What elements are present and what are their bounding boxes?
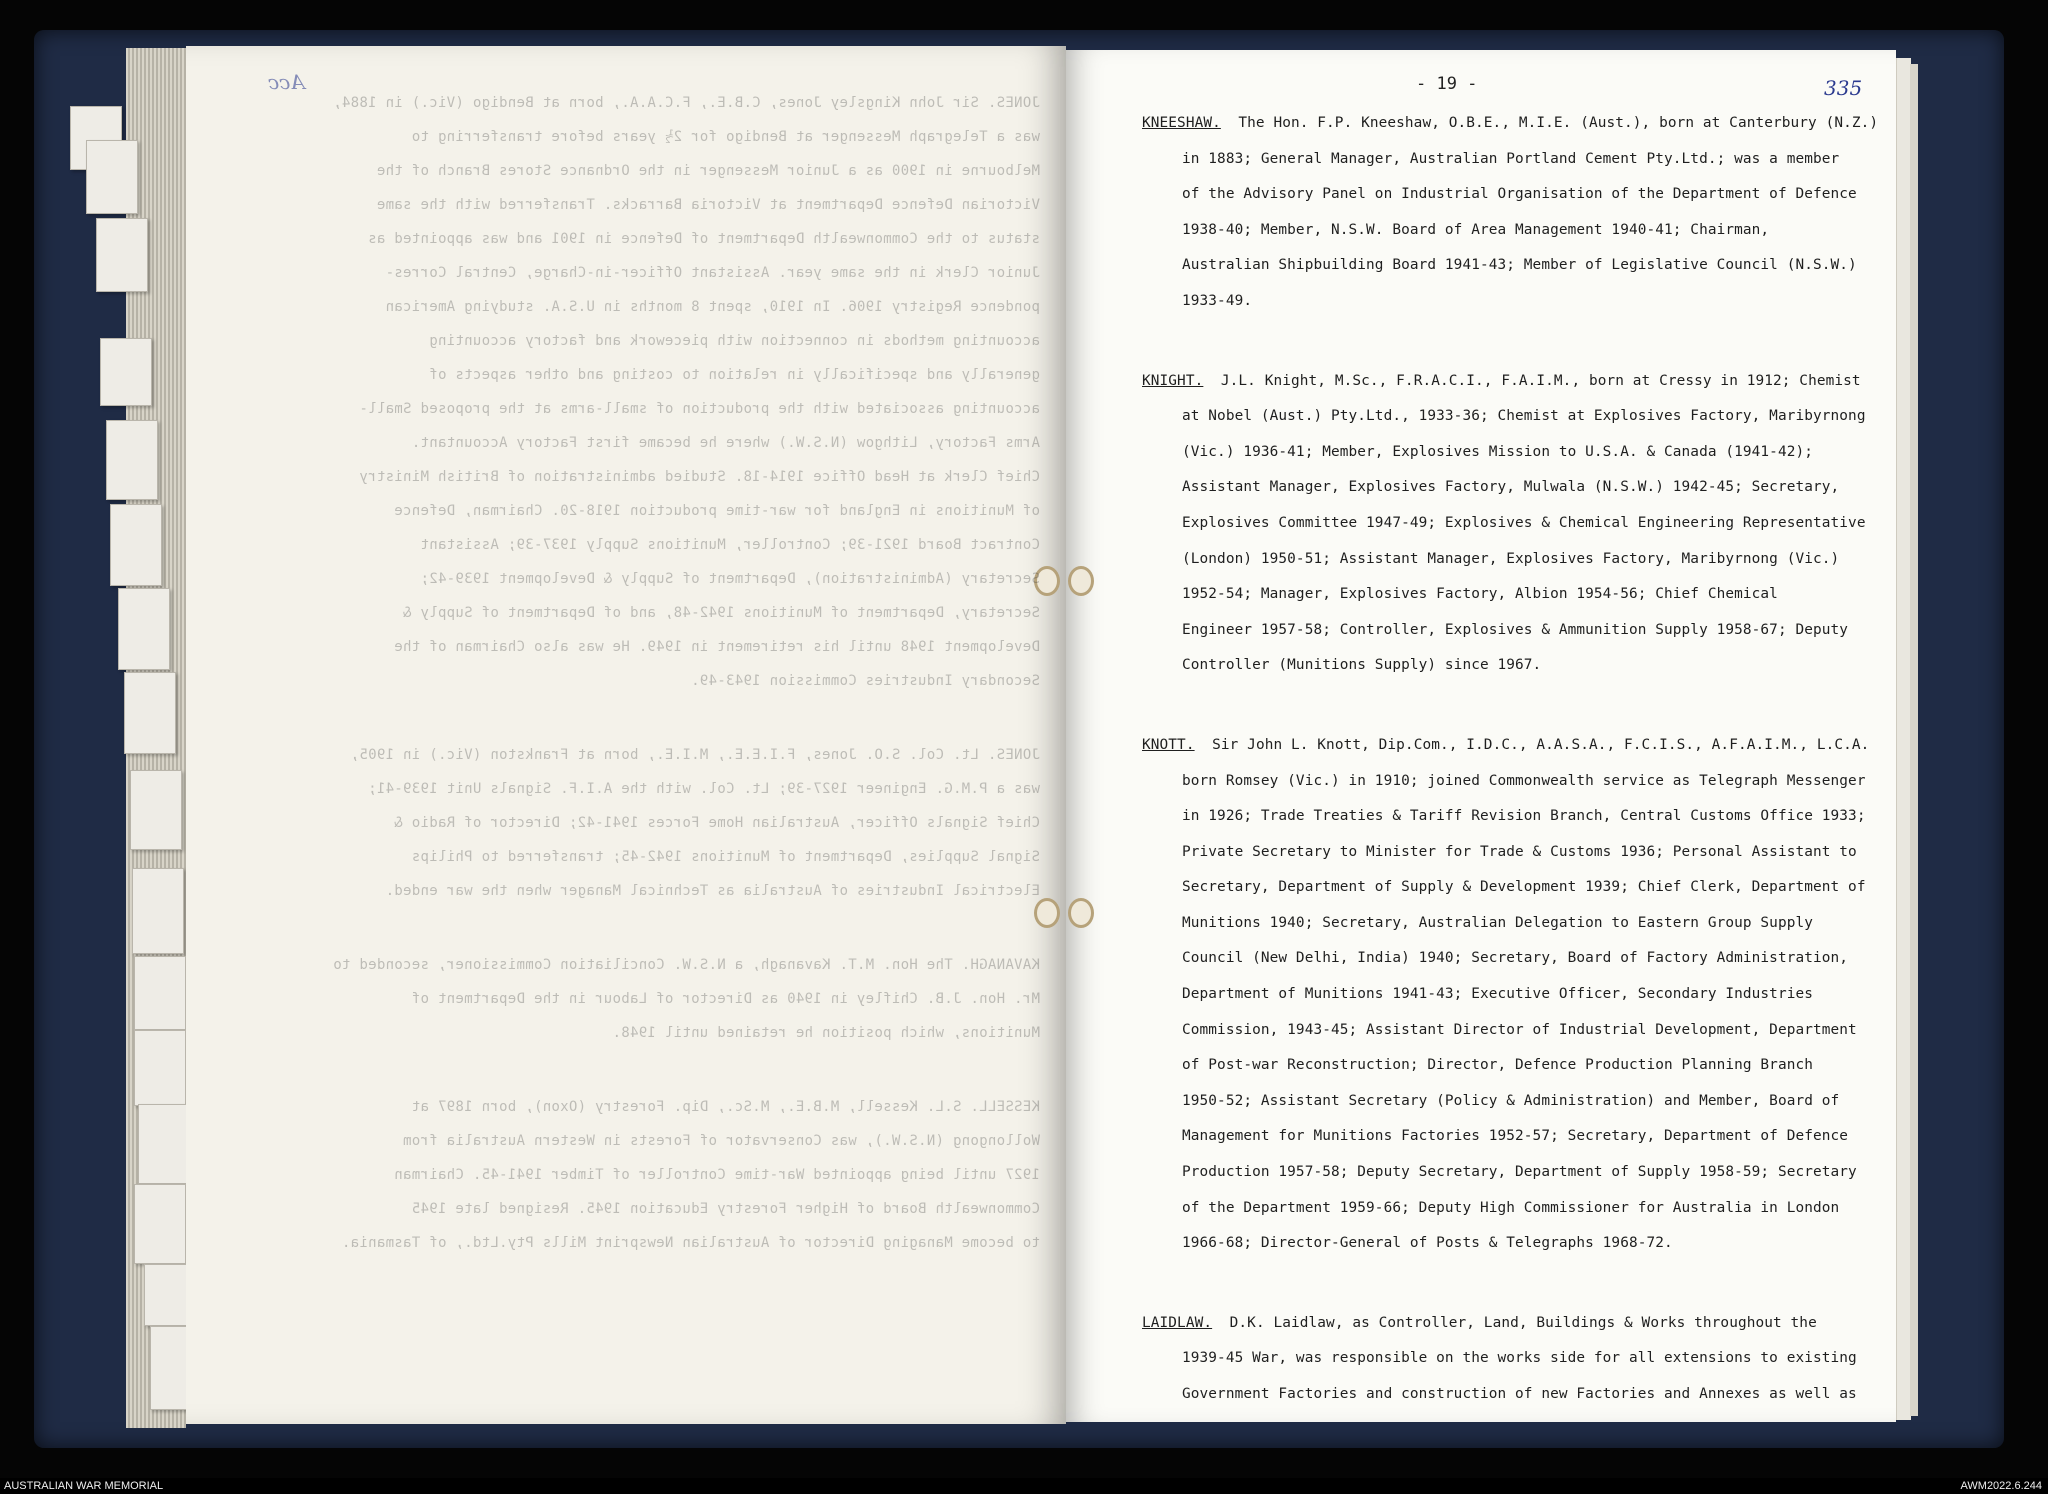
ghost-line: Secretary (Administration), Department of Supply & Development 1939-42;: [420, 571, 1040, 587]
entry-surname: KNOTT.: [1142, 736, 1195, 753]
ghost-line: generally and specifically in relation to costing and other aspects of: [428, 367, 1040, 383]
footer-institution: AUSTRALIAN WAR MEMORIAL: [4, 1480, 164, 1492]
left-handwritten-folio: Acc: [268, 70, 305, 94]
entry-line-text: J.L. Knight, M.Sc., F.R.A.C.I., F.A.I.M., born at Cressy in 1912; Chemist: [1220, 372, 1861, 389]
ghost-paragraph-kessell: [240, 1090, 1040, 1260]
ghost-line: Contract Board 1921-39; Controller, Munitions Supply 1937-39; Assistant: [420, 537, 1040, 553]
entry-line: born Romsey (Vic.) in 1910; joined Commonwealth service as Telegraph Messenger: [1182, 772, 1866, 789]
ghost-line: Munitions, which position he retained until 1948.: [612, 1025, 1040, 1041]
index-tab: [134, 1030, 186, 1106]
entry-laidlaw: [1142, 1306, 1892, 1413]
ghost-line: of Munitions in England for war-time production 1918-20. Chairman, Defence: [394, 503, 1040, 519]
entry-line: 1939-45 War, was responsible on the works side for all extensions to existing: [1182, 1350, 1857, 1367]
entry-first-line: [1142, 1306, 1892, 1342]
ghost-line: Chief Clerk at Head Office 1914-18. Studied administration of British Ministry: [359, 469, 1040, 485]
footer-accession-number: AWM2022.6.244: [1960, 1480, 2042, 1492]
ghost-line: accounting methods in connection with piecework and factory accounting: [428, 333, 1040, 349]
ghost-line: to become Managing Director of Australian Newsprint Mills Pty.Ltd., of Tasmania.: [341, 1235, 1040, 1251]
entry-line: Explosives Committee 1947-49; Explosives & Chemical Engineering Representative: [1182, 514, 1866, 531]
index-tab: [138, 1104, 190, 1184]
ghost-line: status to the Commonwealth Department of Defence in 1901 and was appointed as: [367, 231, 1040, 247]
entry-kneeshaw: [1142, 106, 1892, 320]
index-tab: [124, 672, 176, 754]
ghost-line: JONES. Sir John Kingsley Jones, C.B.E., F.C.A.A., born at Bendigo (Vic.) in 1884,: [332, 95, 1040, 111]
ghost-line: KAVANAGH. The Hon. M.T. Kavanagh, a N.S.W. Conciliation Commissioner, seconded to: [332, 957, 1040, 973]
ghost-line: Melbourne in 1900 as a Junior Messenger in the Ordnance Stores Branch of the: [376, 163, 1040, 179]
index-tab: [134, 1184, 186, 1264]
entry-line: Government Factories and construction of new Factories and Annexes as well as: [1182, 1386, 1857, 1402]
index-tab: [130, 770, 182, 850]
ghost-line: Victorian Defence Department at Victoria Barracks. Transferred with the same: [376, 197, 1040, 213]
binding-ring-hole: [1068, 566, 1094, 596]
entry-line: Council (New Delhi, India) 1940; Secretary, Board of Factory Administration,: [1182, 950, 1849, 967]
ghost-line: Wollongong (N.S.W.), was Conservator of Forests in Western Australia from: [402, 1133, 1040, 1149]
entry-line-text: The Hon. F.P. Kneeshaw, O.B.E., M.I.E. (Aust.), born at Canterbury (N.Z.): [1238, 115, 1879, 131]
ghost-line: 1927 until being appointed War-time Controller of Timber 1941-45. Chairman: [394, 1167, 1040, 1183]
entry-line: 1966-68; Director-General of Posts & Telegraphs 1968-72.: [1182, 1235, 1673, 1252]
ghost-line: Signal Supplies, Department of Munitions 1942-45; transferred to Philips: [411, 849, 1040, 865]
index-tab: [110, 504, 162, 586]
ghost-line: Mr. Hon. J.B. Chifley in 1940 as Director of Labour in the Department of: [411, 991, 1040, 1007]
index-tab: [106, 420, 158, 500]
entry-first-line: [1142, 364, 1892, 400]
entry-line: Production 1957-58; Deputy Secretary, Department of Supply 1958-59; Secretary: [1182, 1164, 1857, 1181]
entry-line: in 1926; Trade Treaties & Tariff Revision Branch, Central Customs Office 1933;: [1182, 808, 1866, 825]
page-number: - 19 -: [1416, 74, 1478, 94]
entry-first-line: [1142, 106, 1892, 142]
entry-line: 1933-49.: [1182, 292, 1253, 309]
index-tab: [96, 218, 148, 292]
entry-knight: [1142, 364, 1892, 684]
entry-line: 1952-54; Manager, Explosives Factory, Albion 1954-56; Chief Chemical: [1182, 586, 1778, 603]
ghost-line: Secondary Industries Commission 1943-49.: [690, 673, 1040, 689]
bleed-through-text: [240, 86, 1040, 1251]
ghost-line: Development 1948 until his retirement in 1949. He was also Chairman of the: [394, 639, 1040, 655]
entry-surname: KNIGHT.: [1142, 372, 1204, 389]
index-tab: [86, 140, 138, 214]
ghost-line: KESSELL. S.L. Kessell, M.B.E., M.Sc., Dip. Forestry (Oxon), born 1897 at: [411, 1099, 1040, 1115]
ghost-line: was a P.M.G. Engineer 1927-39; Lt. Col. with the A.I.F. Signals Unit 1939-41;: [367, 781, 1040, 797]
entry-line: of Post-war Reconstruction; Director, Defence Production Planning Branch: [1182, 1057, 1813, 1074]
entry-line: Engineer 1957-58; Controller, Explosives & Ammunition Supply 1958-67; Deputy: [1182, 621, 1849, 638]
entry-line: Australian Shipbuilding Board 1941-43; Member of Legislative Council (N.S.W.): [1182, 257, 1857, 274]
right-handwritten-folio: 335: [1824, 76, 1863, 100]
index-tab: [134, 956, 186, 1030]
entry-line: Department of Munitions 1941-43; Executive Officer, Secondary Industries: [1182, 986, 1813, 1003]
right-page-edge: [1896, 58, 1911, 1420]
ghost-paragraph-kavanagh: [240, 948, 1040, 1050]
binding-ring-hole: [1068, 898, 1094, 928]
entry-line: of the Department 1959-66; Deputy High Commissioner for Australia in London: [1182, 1199, 1840, 1216]
ghost-line: Secretary, Department of Munitions 1942-48, and of Department of Supply &: [402, 605, 1040, 621]
entry-line: 1950-52; Assistant Secretary (Policy & Administration) and Member, Board of: [1182, 1092, 1840, 1109]
entry-line: at Nobel (Aust.) Pty.Ltd., 1933-36; Chemist at Explosives Factory, Maribyrnong: [1182, 408, 1866, 425]
entry-line: (London) 1950-51; Assistant Manager, Explosives Factory, Maribyrnong (Vic.): [1182, 550, 1840, 567]
entry-first-line: [1142, 728, 1892, 764]
ghost-line: JONES. Lt. Col. S.O. Jones, F.I.E.E., M.I.E., born at Frankston (Vic.) in 1905,: [350, 747, 1040, 763]
entry-line: Controller (Munitions Supply) since 1967.: [1182, 657, 1542, 674]
ghost-line: Electrical Industries of Australia as Technical Manager when the war ended.: [385, 883, 1040, 899]
entry-knott: [1142, 728, 1892, 1262]
entry-line: Private Secretary to Minister for Trade & Customs 1936; Personal Assistant to: [1182, 843, 1857, 860]
ghost-line: Junior Clerk in the same year. Assistant Officer-in-Charge, Central Corres-: [385, 265, 1040, 281]
entry-line: (Vic.) 1936-41; Member, Explosives Mission to U.S.A. & Canada (1941-42);: [1182, 443, 1813, 460]
entry-line: 1938-40; Member, N.S.W. Board of Area Management 1940-41; Chairman,: [1182, 221, 1770, 238]
ghost-line: Chief Signals Officer, Australian Home Forces 1941-42; Director of Radio &: [394, 815, 1040, 831]
entry-line: in 1883; General Manager, Australian Portland Cement Pty.Ltd.; was a member: [1182, 150, 1840, 167]
ghost-line: Arms Factory, Lithgow (N.S.W.) where he became first Factory Accountant.: [411, 435, 1040, 451]
ghost-paragraph-jones: [240, 86, 1040, 698]
biography-entries: [1142, 106, 1892, 1457]
entry-line-text: D.K. Laidlaw, as Controller, Land, Buildings & Works throughout the: [1229, 1314, 1817, 1331]
entry-line: Secretary, Department of Supply & Development 1939; Chief Clerk, Department of: [1182, 879, 1866, 896]
right-page-edge: [1910, 64, 1918, 1416]
ghost-paragraph-jones-2: [240, 738, 1040, 908]
ghost-line: Commonwealth Board of Higher Forestry Education 1945. Resigned late 1945: [411, 1201, 1040, 1217]
entry-line: Management for Munitions Factories 1952-57; Secretary, Department of Defence: [1182, 1128, 1849, 1145]
entry-surname: KNEESHAW.: [1142, 115, 1221, 131]
entry-line: of the Advisory Panel on Industrial Organisation of the Department of Defence: [1182, 186, 1857, 203]
entry-line: Munitions 1940; Secretary, Australian Delegation to Eastern Group Supply: [1182, 914, 1813, 931]
index-tab: [100, 338, 152, 406]
index-tab: [118, 588, 170, 670]
ghost-line: was a Telegraph Messenger at Bendigo for 2½ years before transferring to: [411, 129, 1040, 145]
entry-line: Assistant Manager, Explosives Factory, Mulwala (N.S.W.) 1942-45; Secretary,: [1182, 479, 1840, 496]
entry-line-text: Sir John L. Knott, Dip.Com., I.D.C., A.A.S.A., F.C.I.S., A.F.A.I.M., L.C.A.: [1212, 736, 1870, 753]
entry-surname: LAIDLAW.: [1142, 1314, 1213, 1331]
entry-line: Commission, 1943-45; Assistant Director of Industrial Development, Department: [1182, 1021, 1857, 1038]
ghost-line: pondence Registry 1906. In 1910, spent 8 months in U.S.A. studying American: [385, 299, 1040, 315]
index-tab: [132, 868, 184, 954]
ghost-line: accounting associated with the production of small-arms at the proposed Small-: [359, 401, 1040, 417]
